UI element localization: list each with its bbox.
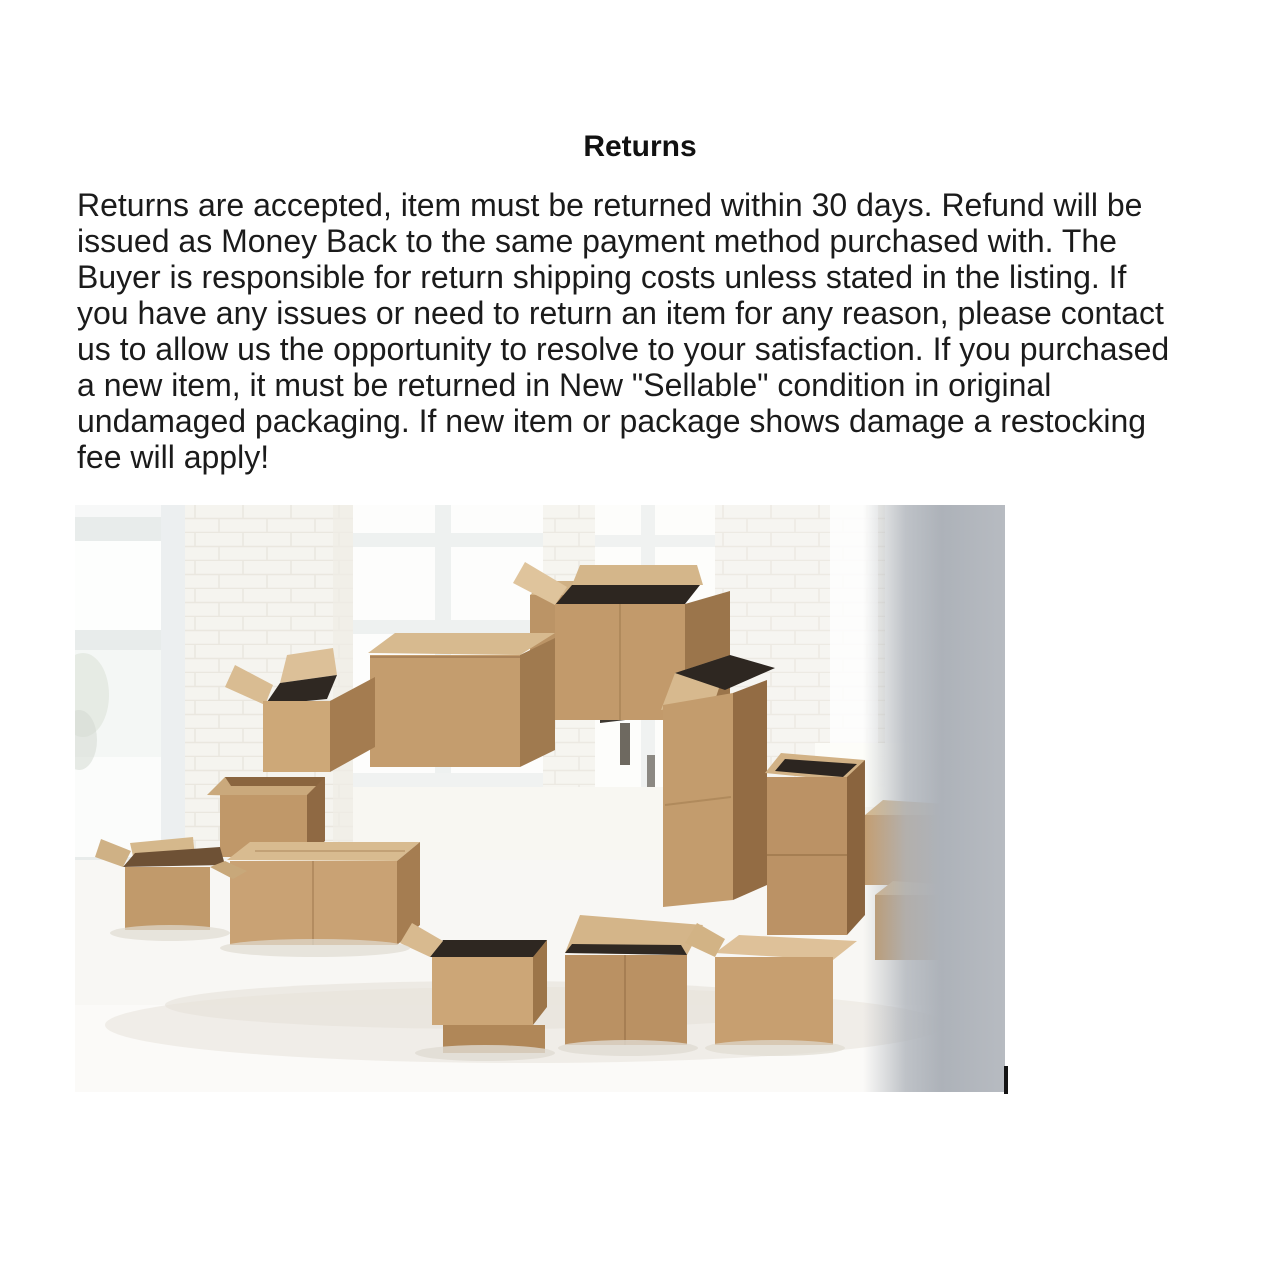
policy-text-line: a new item, it must be returned in New "Sellable" condition in original <box>77 367 1052 403</box>
page-title: Returns <box>583 130 697 164</box>
policy-text-line: Buyer is responsible for return shipping costs unless stated in the listing. If <box>77 259 1127 295</box>
policy-text-line: Returns are accepted, item must be returned within 30 days. Refund will be <box>77 187 1143 223</box>
returns-policy-paragraph <box>77 187 1197 475</box>
gray-wall <box>863 505 1005 1092</box>
policy-text-line: fee will apply! <box>77 439 270 475</box>
policy-text-line: us to allow us the opportunity to resolve to your satisfaction. If you purchased <box>77 331 1170 367</box>
boxes-photo <box>75 505 1005 1092</box>
policy-text-line: you have any issues or need to return an item for any reason, please contact <box>77 295 1164 331</box>
cardboard-box <box>227 842 420 945</box>
policy-text-line: undamaged packaging. If new item or package shows damage a restocking <box>77 403 1147 439</box>
left-window <box>75 505 190 875</box>
cardboard-box-open <box>765 753 865 935</box>
cardboard-box <box>368 633 555 767</box>
cardboard-box-open <box>565 915 703 1045</box>
text-cursor <box>1004 1066 1008 1094</box>
policy-text-line: issued as Money Back to the same payment method purchased with. The <box>77 223 1117 259</box>
